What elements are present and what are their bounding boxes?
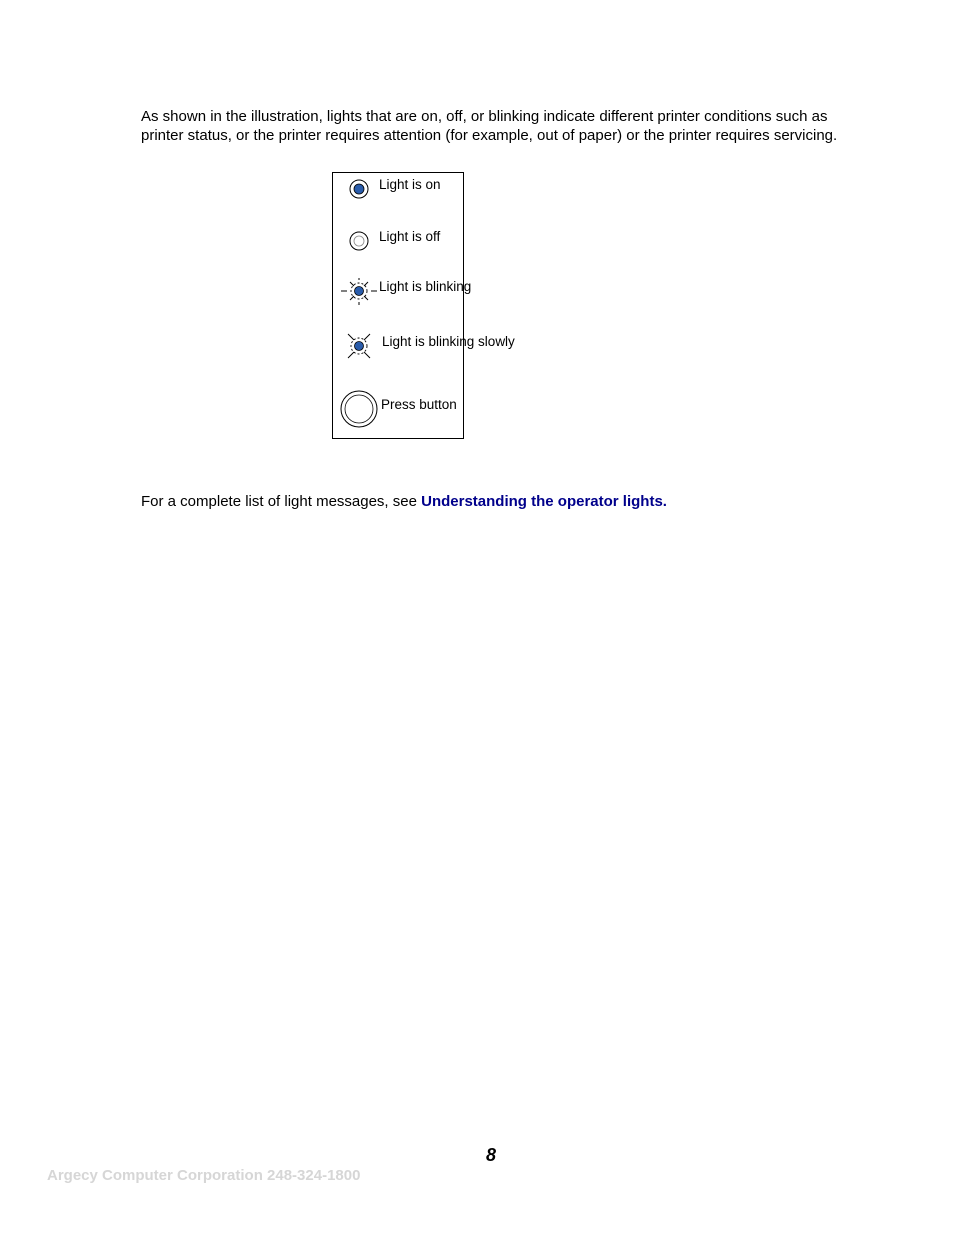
footer-watermark: Argecy Computer Corporation 248-324-1800 <box>47 1167 361 1184</box>
legend-label-light-on: Light is on <box>379 177 441 192</box>
press-button-icon <box>339 389 379 429</box>
closing-text: For a complete list of light messages, see <box>141 493 422 510</box>
light-blinking-slowly-icon <box>343 331 375 363</box>
legend-label-press-button: Press button <box>381 397 457 412</box>
page-number: 8 <box>486 1145 497 1165</box>
light-on-icon <box>347 177 371 201</box>
light-blinking-icon <box>339 277 379 309</box>
legend-label-light-off: Light is off <box>379 229 441 244</box>
light-off-icon <box>347 229 371 253</box>
closing-paragraph <box>141 492 667 511</box>
legend-label-light-blinking: Light is blinking <box>379 279 472 294</box>
legend-label-light-blinking-slowly: Light is blinking slowly <box>382 334 515 349</box>
operator-lights-link[interactable]: Understanding the operator lights. <box>421 493 667 510</box>
intro-paragraph: As shown in the illustration, lights that are on, off, or blinking indicate different printer conditions such as printer status, or the printer requires attention (for example, out of paper) or the printer requires servicing. <box>141 108 838 144</box>
light-legend <box>332 172 515 439</box>
